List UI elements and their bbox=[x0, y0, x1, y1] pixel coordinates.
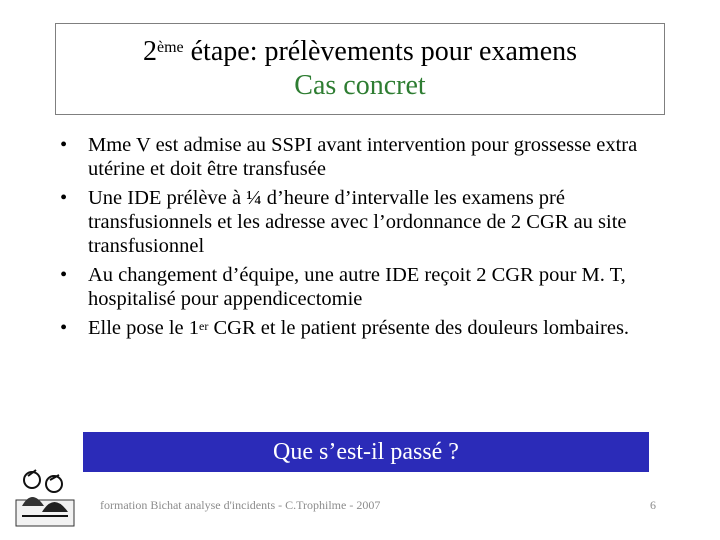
title-superscript: ème bbox=[156, 39, 184, 56]
bullet-item bbox=[60, 186, 670, 258]
teaching-figures-icon bbox=[14, 466, 76, 528]
bullet-text: Mme V est admise au SSPI avant intervention pour grossesse extra utérine et doit être transfusée bbox=[88, 134, 638, 180]
slide-subtitle: Cas concret bbox=[294, 70, 426, 101]
bullet-text: Au changement d’équipe, une autre IDE reçoit 2 CGR pour M. T, hospitalisé pour appendicectomie bbox=[88, 264, 626, 310]
bullet-text: Une IDE prélève à ¼ d’heure d’intervalle les examens pré transfusionnels et les adresse avec l’ordonnance de 2 CGR au site transfusionnel bbox=[88, 187, 627, 257]
bullet-icon: • bbox=[60, 317, 68, 339]
title-step-number: 2 bbox=[142, 36, 157, 67]
bullet-text: Elle pose le 1 bbox=[88, 317, 200, 339]
question-banner: Que s’est-il passé ? bbox=[83, 432, 649, 472]
footer-text: formation Bichat analyse d'incidents - C.Trophilme - 2007 bbox=[100, 498, 381, 512]
bullet-text: CGR et le patient présente des douleurs lombaires. bbox=[208, 317, 630, 339]
bullet-icon: • bbox=[60, 264, 68, 286]
title-box bbox=[55, 23, 665, 115]
title-text: étape: prélèvements pour examens bbox=[183, 36, 578, 67]
bullet-icon: • bbox=[60, 134, 68, 156]
bullet-list bbox=[60, 133, 670, 345]
bullet-item bbox=[60, 316, 670, 340]
bullet-icon: • bbox=[60, 187, 68, 209]
bullet-superscript: er bbox=[199, 319, 209, 333]
bullet-item bbox=[60, 263, 670, 311]
page-number: 6 bbox=[650, 498, 656, 512]
slide-title bbox=[56, 36, 664, 68]
bullet-item bbox=[60, 133, 670, 181]
